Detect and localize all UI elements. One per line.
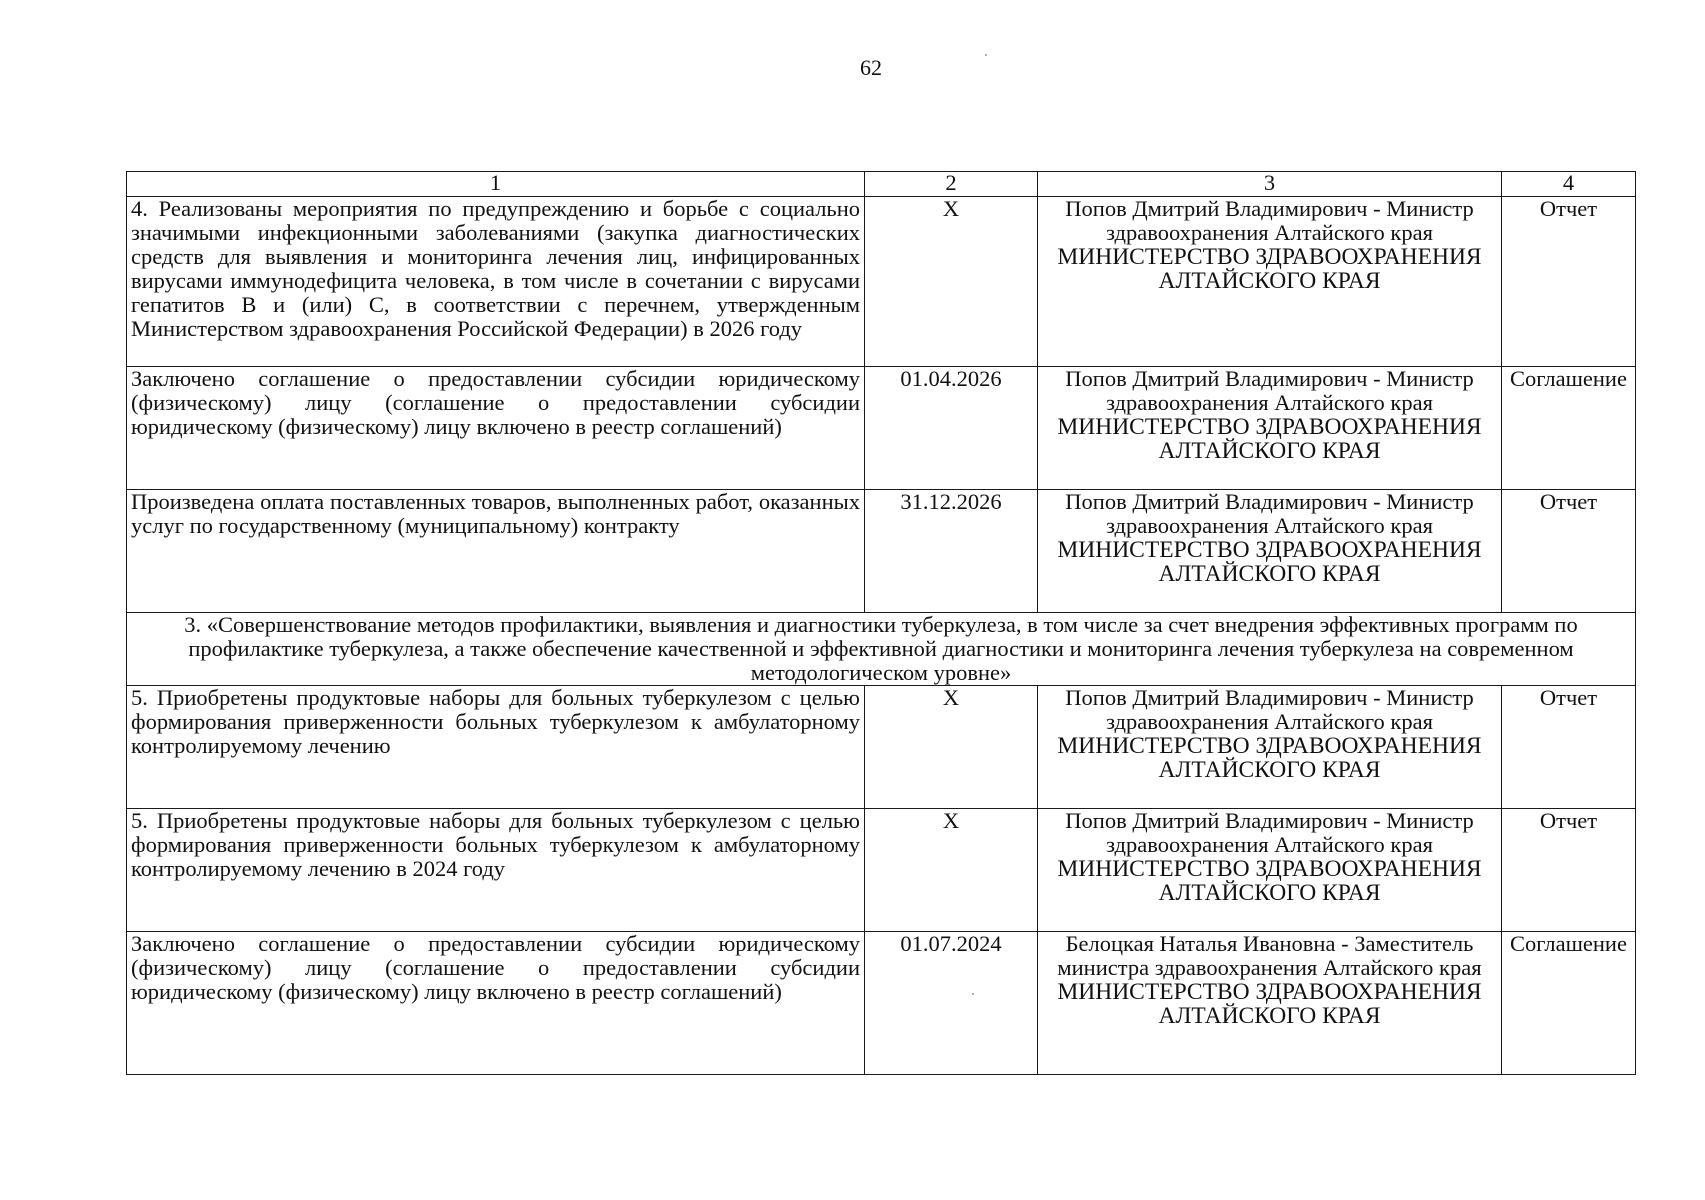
event-date: X	[865, 686, 1038, 809]
document-type: Отчет	[1502, 686, 1636, 809]
event-description: Произведена оплата поставленных товаров, выполненных работ, оказанных услуг по государственному (муниципальному) контракту	[127, 490, 865, 613]
responsible-cell	[1038, 686, 1502, 809]
responsible-organization: МИНИСТЕРСТВО ЗДРАВООХРАНЕНИЯ АЛТАЙСКОГО КРАЯ	[1057, 979, 1482, 1029]
table-header-row	[127, 172, 1636, 197]
table-row	[127, 686, 1636, 809]
event-date: X	[865, 809, 1038, 932]
event-date: 01.07.2024	[865, 932, 1038, 1075]
event-description: Заключено соглашение о предоставлении субсидии юридическому (физическому) лицу (соглашение о предоставлении субсидии юридическому (физическому) лицу включено в реестр соглашений)	[127, 932, 865, 1075]
responsible-organization: МИНИСТЕРСТВО ЗДРАВООХРАНЕНИЯ АЛТАЙСКОГО КРАЯ	[1057, 733, 1482, 783]
table-row	[127, 197, 1636, 367]
column-header-1: 1	[127, 172, 865, 197]
responsible-organization: МИНИСТЕРСТВО ЗДРАВООХРАНЕНИЯ АЛТАЙСКОГО КРАЯ	[1057, 414, 1482, 464]
section-heading: 3. «Совершенствование методов профилактики, выявления и диагностики туберкулеза, в том числе за счет внедрения эффективных программ по профилактике туберкулеза, а также обеспечение качественной и эффективной диагностики и мониторинга лечения туберкулеза на современном методологическом уровне»	[127, 613, 1636, 686]
scan-speck	[972, 993, 974, 995]
document-type: Отчет	[1502, 197, 1636, 367]
responsible-cell	[1038, 932, 1502, 1075]
responsible-organization: МИНИСТЕРСТВО ЗДРАВООХРАНЕНИЯ АЛТАЙСКОГО КРАЯ	[1057, 856, 1482, 906]
responsible-person: Попов Дмитрий Владимирович - Министр здравоохранения Алтайского края	[1065, 196, 1474, 245]
responsible-organization: МИНИСТЕРСТВО ЗДРАВООХРАНЕНИЯ АЛТАЙСКОГО КРАЯ	[1057, 537, 1482, 587]
event-description: 5. Приобретены продуктовые наборы для больных туберкулезом с целью формирования приверженности больных туберкулезом к амбулаторному контролируемому лечению	[127, 686, 865, 809]
page-number: 62	[860, 55, 882, 80]
event-description: 5. Приобретены продуктовые наборы для больных туберкулезом с целью формирования приверженности больных туберкулезом к амбулаторному контролируемому лечению в 2024 году	[127, 809, 865, 932]
document-type: Отчет	[1502, 490, 1636, 613]
responsible-cell	[1038, 197, 1502, 367]
responsible-cell	[1038, 490, 1502, 613]
table-row	[127, 932, 1636, 1075]
responsible-person: Попов Дмитрий Владимирович - Министр здравоохранения Алтайского края	[1065, 685, 1474, 734]
responsible-person: Попов Дмитрий Владимирович - Министр здравоохранения Алтайского края	[1065, 489, 1474, 538]
responsible-cell	[1038, 809, 1502, 932]
responsible-organization: МИНИСТЕРСТВО ЗДРАВООХРАНЕНИЯ АЛТАЙСКОГО КРАЯ	[1057, 244, 1482, 294]
event-date: 31.12.2026	[865, 490, 1038, 613]
event-date: X	[865, 197, 1038, 367]
document-type: Соглашение	[1502, 932, 1636, 1075]
responsible-person: Попов Дмитрий Владимирович - Министр здравоохранения Алтайского края	[1065, 808, 1474, 857]
table-row	[127, 490, 1636, 613]
responsible-person: Попов Дмитрий Владимирович - Министр здравоохранения Алтайского края	[1065, 366, 1474, 415]
document-type: Соглашение	[1502, 367, 1636, 490]
column-header-4: 4	[1502, 172, 1636, 197]
event-description: Заключено соглашение о предоставлении субсидии юридическому (физическому) лицу (соглашение о предоставлении субсидии юридическому (физическому) лицу включено в реестр соглашений)	[127, 367, 865, 490]
table-row	[127, 367, 1636, 490]
column-header-3: 3	[1038, 172, 1502, 197]
event-date: 01.04.2026	[865, 367, 1038, 490]
event-description: 4. Реализованы мероприятия по предупреждению и борьбе с социально значимыми инфекционными заболеваниями (закупка диагностических средств для выявления и мониторинга лечения лиц, инфицированных вирусами иммунодефицита человека, в том числе в сочетании с вирусами гепатитов В и (или) С, в соответствии с перечнем, утвержденным Министерством здравоохранения Российской Федерации) в 2026 году	[127, 197, 865, 367]
responsible-cell	[1038, 367, 1502, 490]
table-row	[127, 809, 1636, 932]
document-type: Отчет	[1502, 809, 1636, 932]
column-header-2: 2	[865, 172, 1038, 197]
scan-speck	[985, 54, 987, 56]
responsible-person: Белоцкая Наталья Ивановна - Заместитель министра здравоохранения Алтайского края	[1057, 931, 1482, 980]
plan-table	[126, 171, 1636, 1075]
section-heading-row	[127, 613, 1636, 686]
